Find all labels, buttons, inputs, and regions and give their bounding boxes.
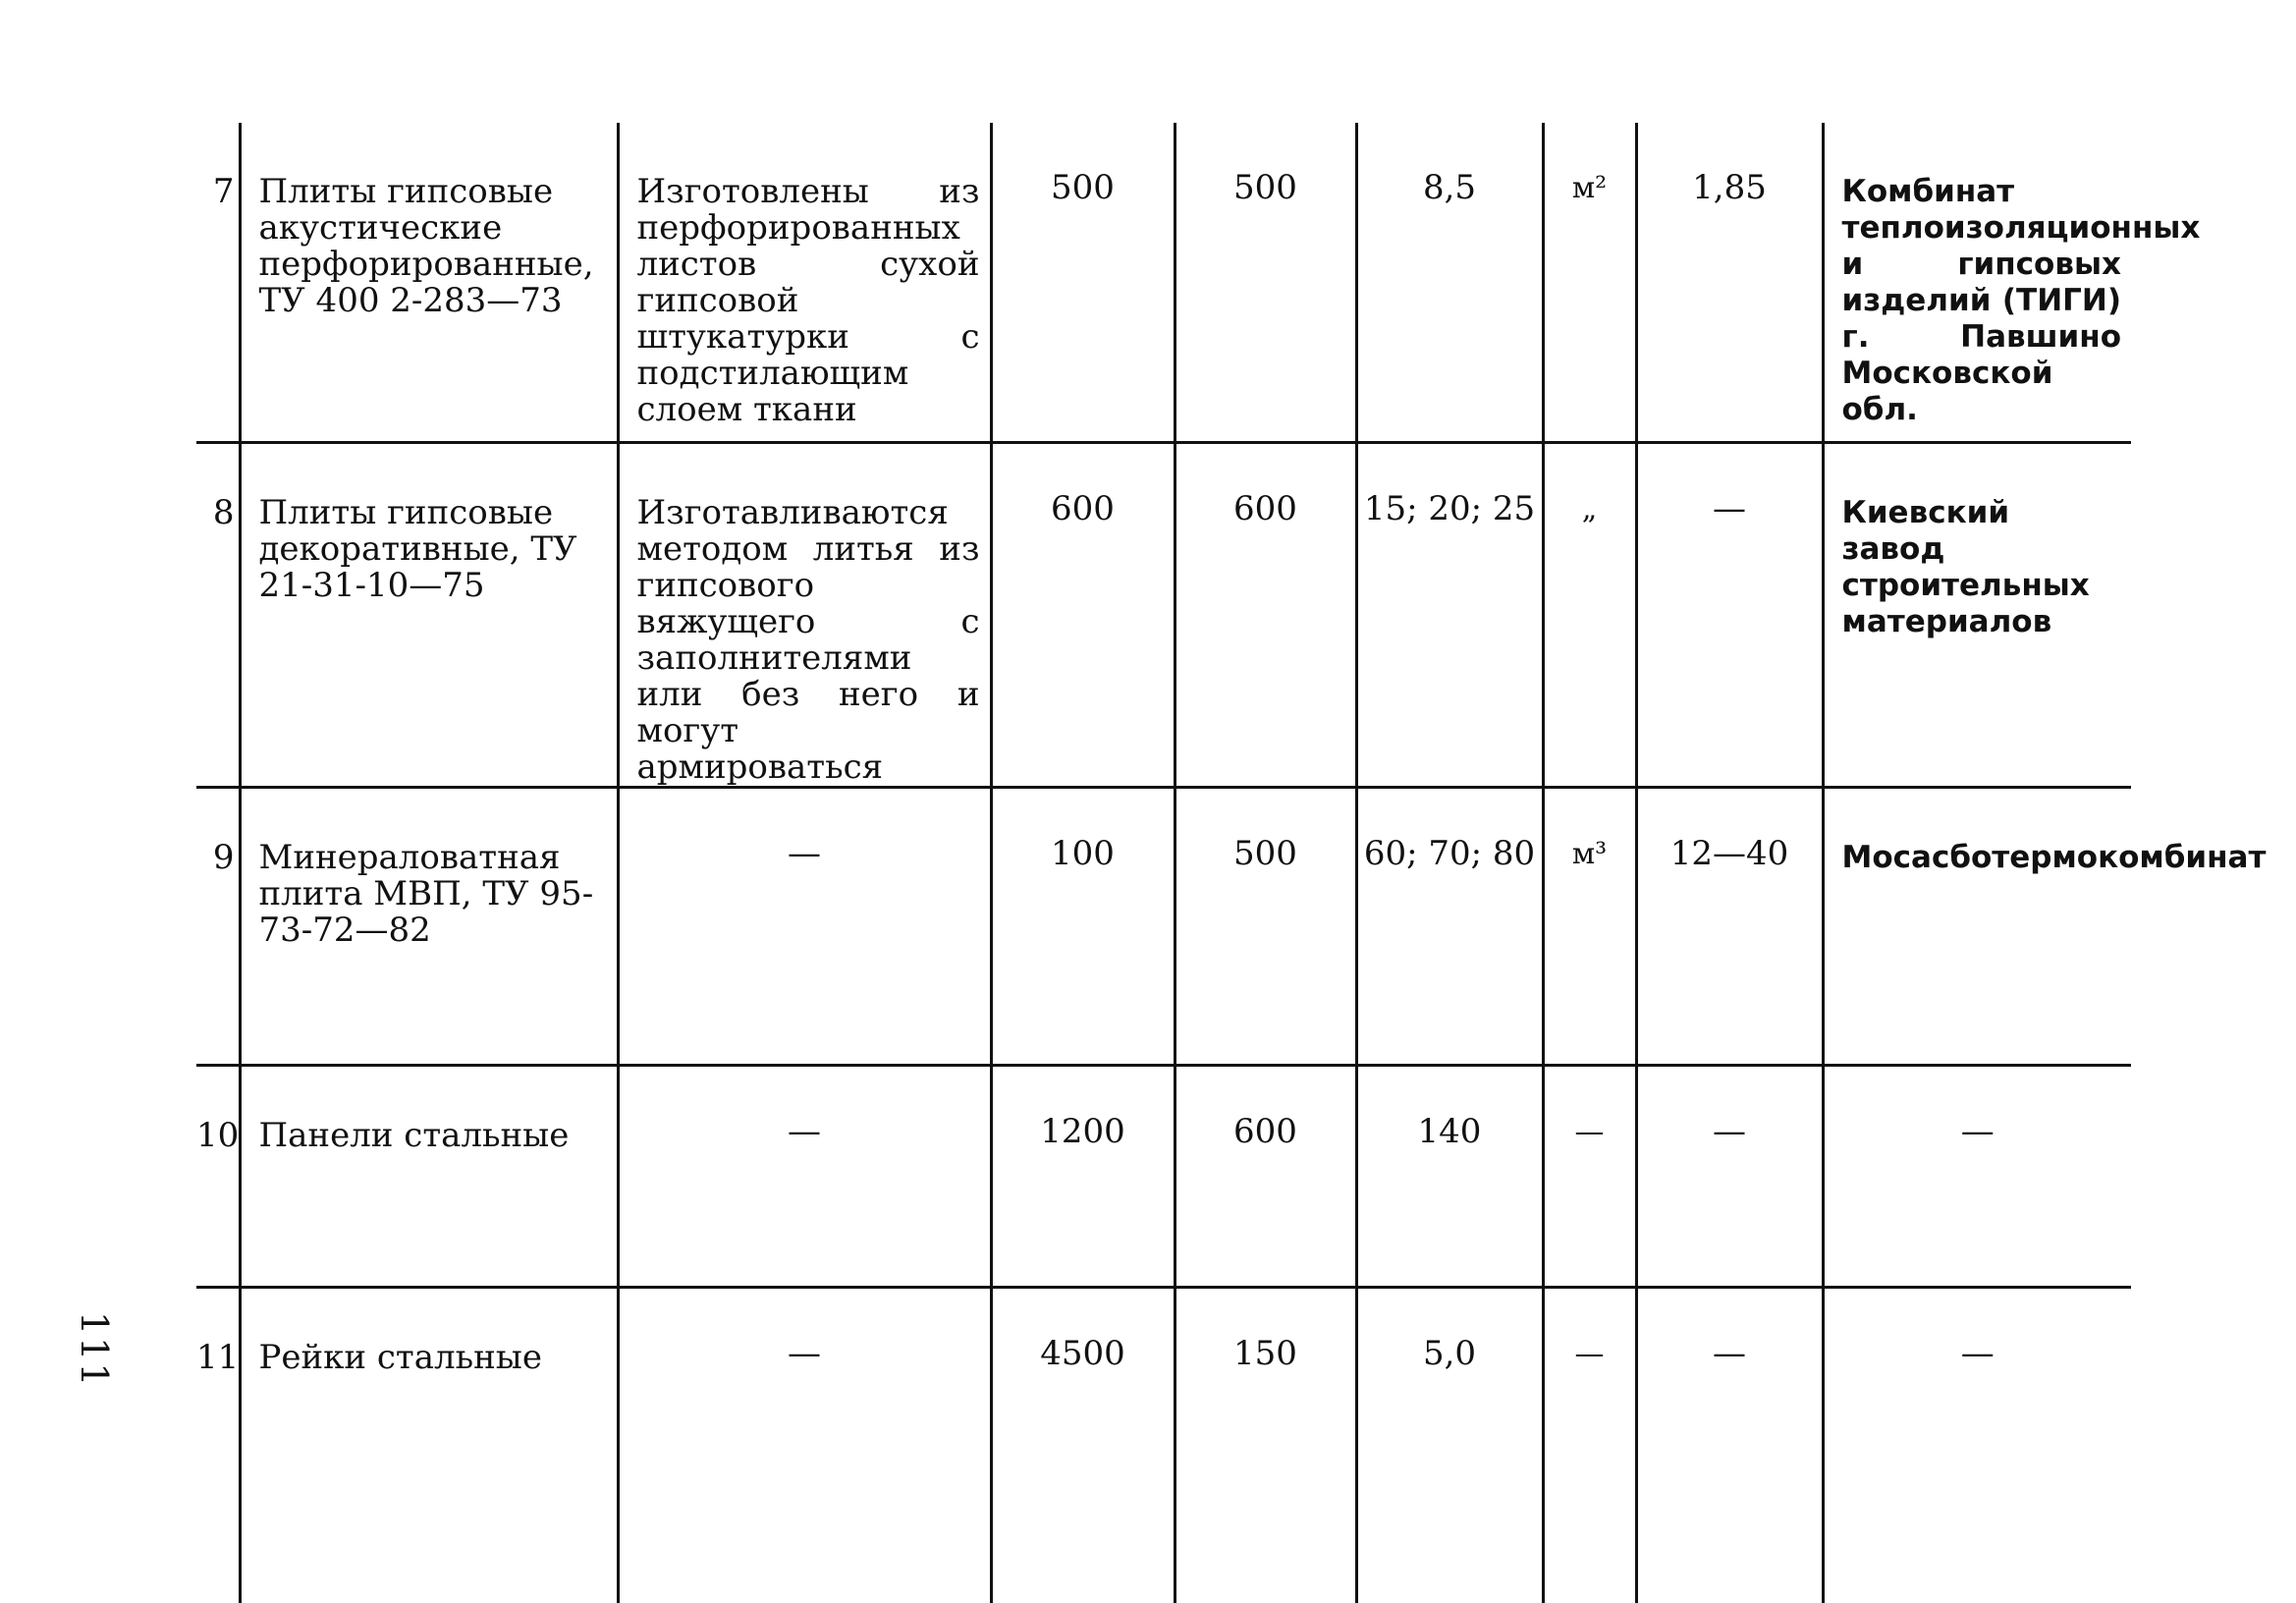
unit-value: м³ bbox=[1543, 788, 1636, 1066]
table-row bbox=[196, 123, 2131, 443]
product-description: — bbox=[618, 1066, 991, 1288]
product-name: Плиты гипсовые декоративные, ТУ 21-31-10—75 bbox=[240, 443, 618, 788]
unit-value: — bbox=[1543, 1066, 1636, 1288]
product-name: Плиты гипсовые акустические перфорированные, ТУ 400 2-283—73 bbox=[240, 123, 618, 443]
product-description: — bbox=[618, 1288, 991, 1603]
price-value: — bbox=[1636, 1066, 1823, 1288]
row-number: 11 bbox=[196, 1288, 240, 1603]
table-row bbox=[196, 443, 2131, 788]
length-value: 4500 bbox=[991, 1288, 1175, 1603]
thickness-value: 140 bbox=[1356, 1066, 1543, 1288]
price-value: — bbox=[1636, 443, 1823, 788]
product-name: Панели стальные bbox=[240, 1066, 618, 1288]
product-name: Рейки стальные bbox=[240, 1288, 618, 1603]
length-value: 100 bbox=[991, 788, 1175, 1066]
price-value: — bbox=[1636, 1288, 1823, 1603]
table-row bbox=[196, 788, 2131, 1066]
thickness-value: 15; 20; 25 bbox=[1356, 443, 1543, 788]
price-value: 12—40 bbox=[1636, 788, 1823, 1066]
materials-table bbox=[196, 123, 2131, 1603]
thickness-value: 5,0 bbox=[1356, 1288, 1543, 1603]
row-number: 9 bbox=[196, 788, 240, 1066]
length-value: 500 bbox=[991, 123, 1175, 443]
length-value: 600 bbox=[991, 443, 1175, 788]
manufacturer: Комбинат теплоизоляционных и гипсовых изделий (ТИГИ) г. Павшино Московской обл. bbox=[1823, 123, 2131, 443]
price-value: 1,85 bbox=[1636, 123, 1823, 443]
width-value: 150 bbox=[1175, 1288, 1356, 1603]
table-row bbox=[196, 1288, 2131, 1603]
width-value: 600 bbox=[1175, 1066, 1356, 1288]
manufacturer: — bbox=[1823, 1066, 2131, 1288]
width-value: 500 bbox=[1175, 788, 1356, 1066]
length-value: 1200 bbox=[991, 1066, 1175, 1288]
product-description: Изготавливаются методом литья из гипсового вяжущего с заполнителями или без него и могут армироваться bbox=[618, 443, 991, 788]
row-number: 8 bbox=[196, 443, 240, 788]
width-value: 600 bbox=[1175, 443, 1356, 788]
width-value: 500 bbox=[1175, 123, 1356, 443]
manufacturer: — bbox=[1823, 1288, 2131, 1603]
unit-value: м² bbox=[1543, 123, 1636, 443]
row-number: 10 bbox=[196, 1066, 240, 1288]
page-number: 111 bbox=[73, 1311, 116, 1389]
manufacturer: Мосасботермокомбинат bbox=[1823, 788, 2131, 1066]
product-name: Минераловатная плита МВП, ТУ 95-73-72—82 bbox=[240, 788, 618, 1066]
unit-value: — bbox=[1543, 1288, 1636, 1603]
manufacturer: Киевский завод строительных материалов bbox=[1823, 443, 2131, 788]
product-description: Изготовлены из перфорированных листов сухой гипсовой штукатурки с подстилающим слоем ткани bbox=[618, 123, 991, 443]
row-number: 7 bbox=[196, 123, 240, 443]
product-description: — bbox=[618, 788, 991, 1066]
table-row bbox=[196, 1066, 2131, 1288]
thickness-value: 8,5 bbox=[1356, 123, 1543, 443]
thickness-value: 60; 70; 80 bbox=[1356, 788, 1543, 1066]
unit-value: „ bbox=[1543, 443, 1636, 788]
